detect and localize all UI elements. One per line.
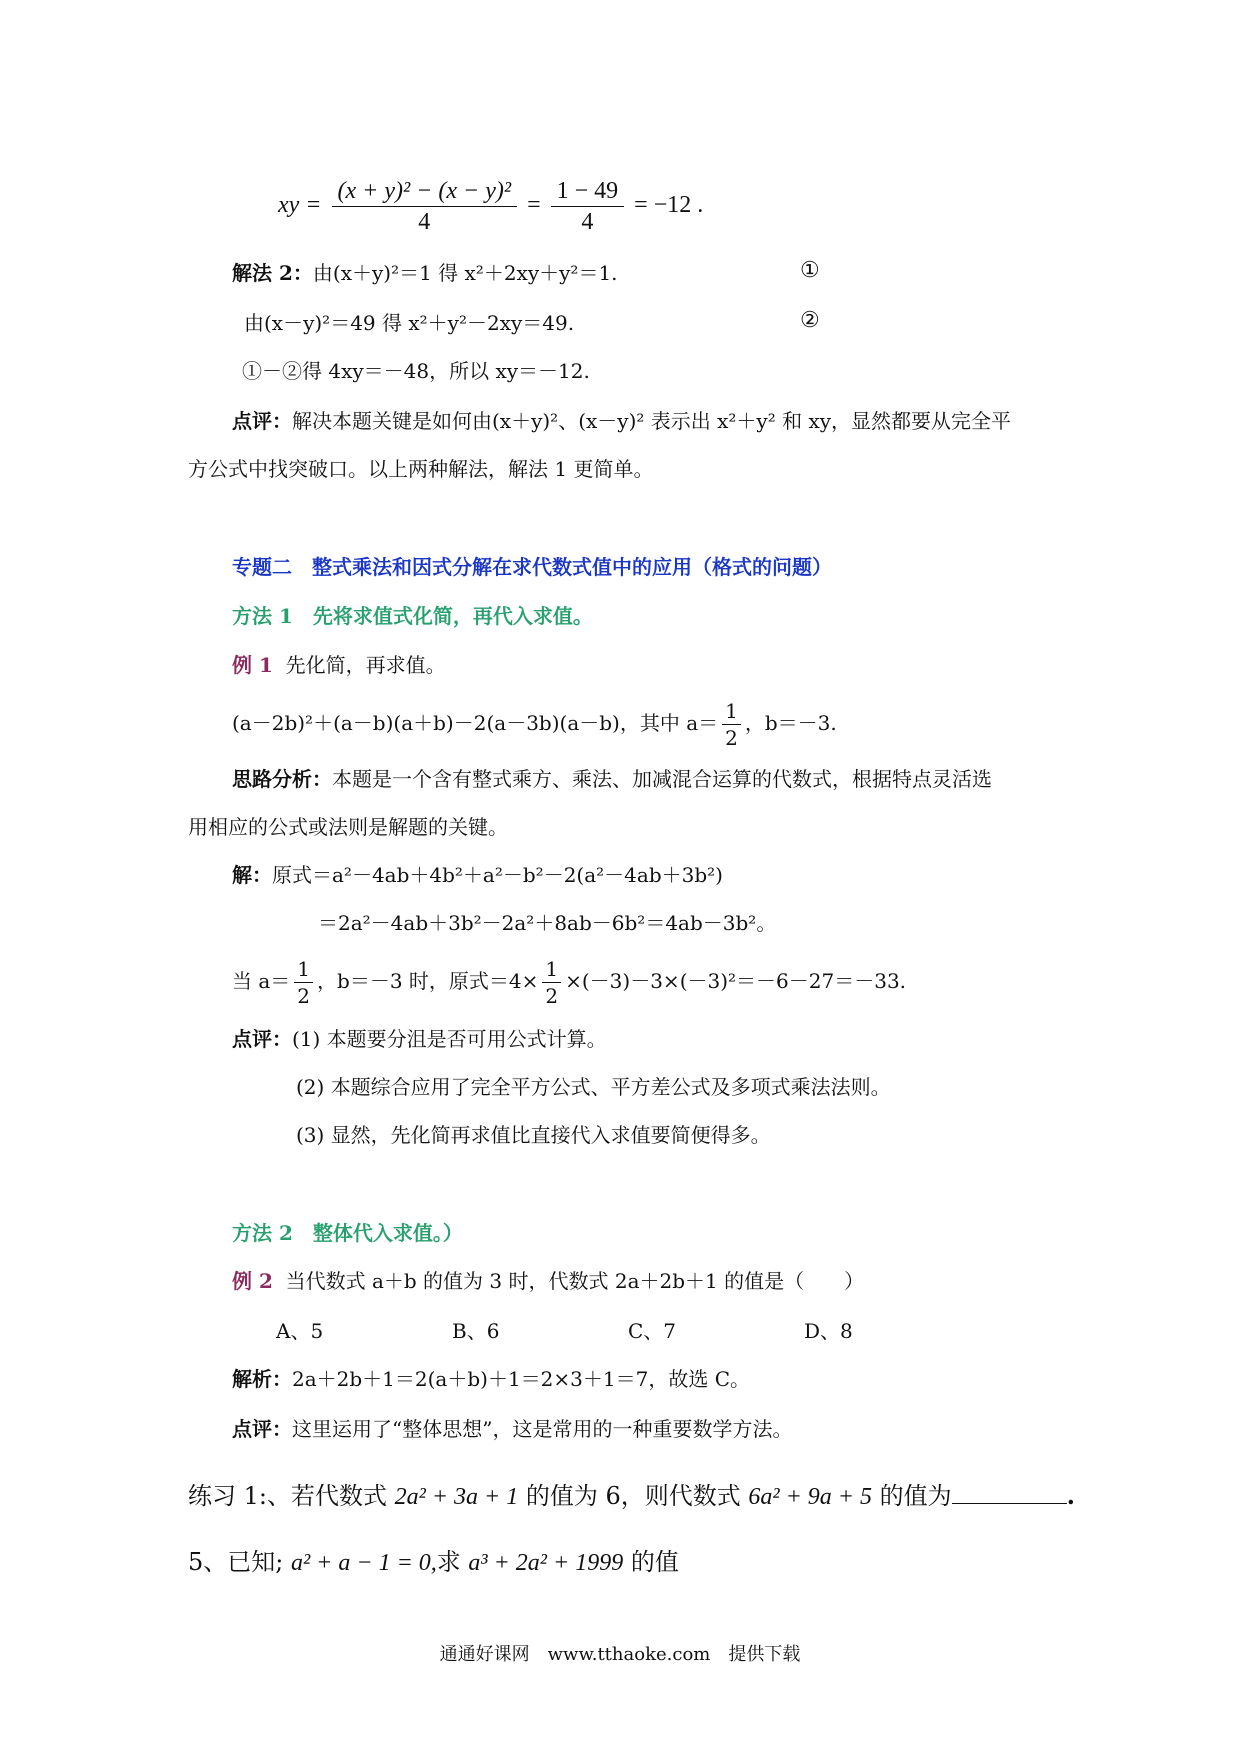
solution2-line3: ①－②得 4xy＝－48，所以 xy＝－12. xyxy=(242,359,590,383)
comment1-line2: 方公式中找突破口。以上两种解法，解法 1 更简单。 xyxy=(188,457,654,481)
fraction-half-3: $\frac{1}{2}$ xyxy=(542,956,561,1009)
option-a: A、5 xyxy=(276,1319,324,1343)
solution2-line1: 解法 2：由(x＋y)²＝1 得 x²＋2xy＋y²＝1. xyxy=(232,261,618,285)
solution-line2: ＝2a²－4ab＋3b²－2a²＋8ab－6b²＝4ab－3b²。 xyxy=(318,911,777,935)
option-b: B、6 xyxy=(452,1319,500,1343)
equation-xy: xy = $\frac{\text{(x + y)² − (x − y)²}}{4}$ = $\frac{1 - 49}{4}$ = −12 . xyxy=(278,177,704,235)
fraction-2: $\frac{1 - 49}{4}$ xyxy=(551,176,625,237)
example2-line: 例 2 当代数式 a＋b 的值为 3 时，代数式 2a＋2b＋1 的值是（ ） xyxy=(232,1269,865,1293)
option-d: D、8 xyxy=(804,1319,853,1343)
analysis-line2: 用相应的公式或法则是解题的关键。 xyxy=(188,815,508,839)
comment1-line1: 点评：解决本题关键是如何由(x＋y)²、(x－y)² 表示出 x²＋y² 和 xy，显然都要从完全平 xyxy=(232,409,1012,433)
example1-expression: (a－2b)²＋(a－b)(a＋b)－2(a－3b)(a－b)，其中 a＝ $\frac{1}{2}$ ，b＝－3. xyxy=(232,699,837,750)
comment2-line3: (3) 显然，先化简再求值比直接代入求值要简便得多。 xyxy=(296,1123,771,1147)
fraction-1: $\frac{\text{(x + y)² − (x − y)²}}{4}$ xyxy=(332,176,518,237)
example1-heading: 例 1 先化简，再求值。 xyxy=(232,653,446,677)
comment2-line1: 点评：(1) 本题要分沮是否可用公式计算。 xyxy=(232,1027,607,1051)
solution2-line2: 由(x－y)²＝49 得 x²＋y²－2xy＝49. xyxy=(244,311,575,335)
practice5-line: 5、已知; a² + a − 1 = 0,求 a³ + 2a² + 1999 的值 xyxy=(188,1548,679,1576)
fraction-half-2: $\frac{1}{2}$ xyxy=(294,956,313,1009)
analysis-line1: 思路分析：本题是一个含有整式乘方、乘法、加减混合运算的代数式，根据特点灵活选 xyxy=(232,767,992,791)
practice1-line: 练习 1:、若代数式 2a² + 3a + 1 的值为 6，则代数式 6a² + 9a + 5 的值为 . xyxy=(188,1481,1075,1510)
comment3-line: 点评：这里运用了“整体思想”，这是常用的一种重要数学方法。 xyxy=(232,1417,793,1441)
fraction-half: $\frac{1}{2}$ xyxy=(722,698,741,751)
comment2-line2: (2) 本题综合应用了完全平方公式、平方差公式及多项式乘法法则。 xyxy=(296,1075,891,1099)
substitution-line: 当 a＝ $\frac{1}{2}$ ，b＝－3 时，原式＝4× $\frac{1}{2}$ ×(－3)－3×(－3)²＝－6－27＝－33. xyxy=(232,957,907,1008)
option-c: C、7 xyxy=(628,1319,677,1343)
topic2-title: 专题二 整式乘法和因式分解在求代数式值中的应用（格式的问题） xyxy=(232,555,832,579)
circled-mark-1: ① xyxy=(800,258,820,283)
circled-mark-2: ② xyxy=(800,308,820,333)
page-footer: 通通好课网 www.tthaoke.com 提供下载 xyxy=(439,1644,801,1665)
method1-title: 方法 1 先将求值式化简，再代入求值。 xyxy=(232,604,593,628)
analysis2-line: 解析：2a＋2b＋1＝2(a＋b)＋1＝2×3＋1＝7，故选 C。 xyxy=(232,1367,750,1391)
solution-line1: 解：原式＝a²－4ab＋4b²＋a²－b²－2(a²－4ab＋3b²) xyxy=(232,863,723,887)
method2-title: 方法 2 整体代入求值。） xyxy=(232,1221,463,1245)
answer-blank[interactable] xyxy=(952,1479,1067,1504)
